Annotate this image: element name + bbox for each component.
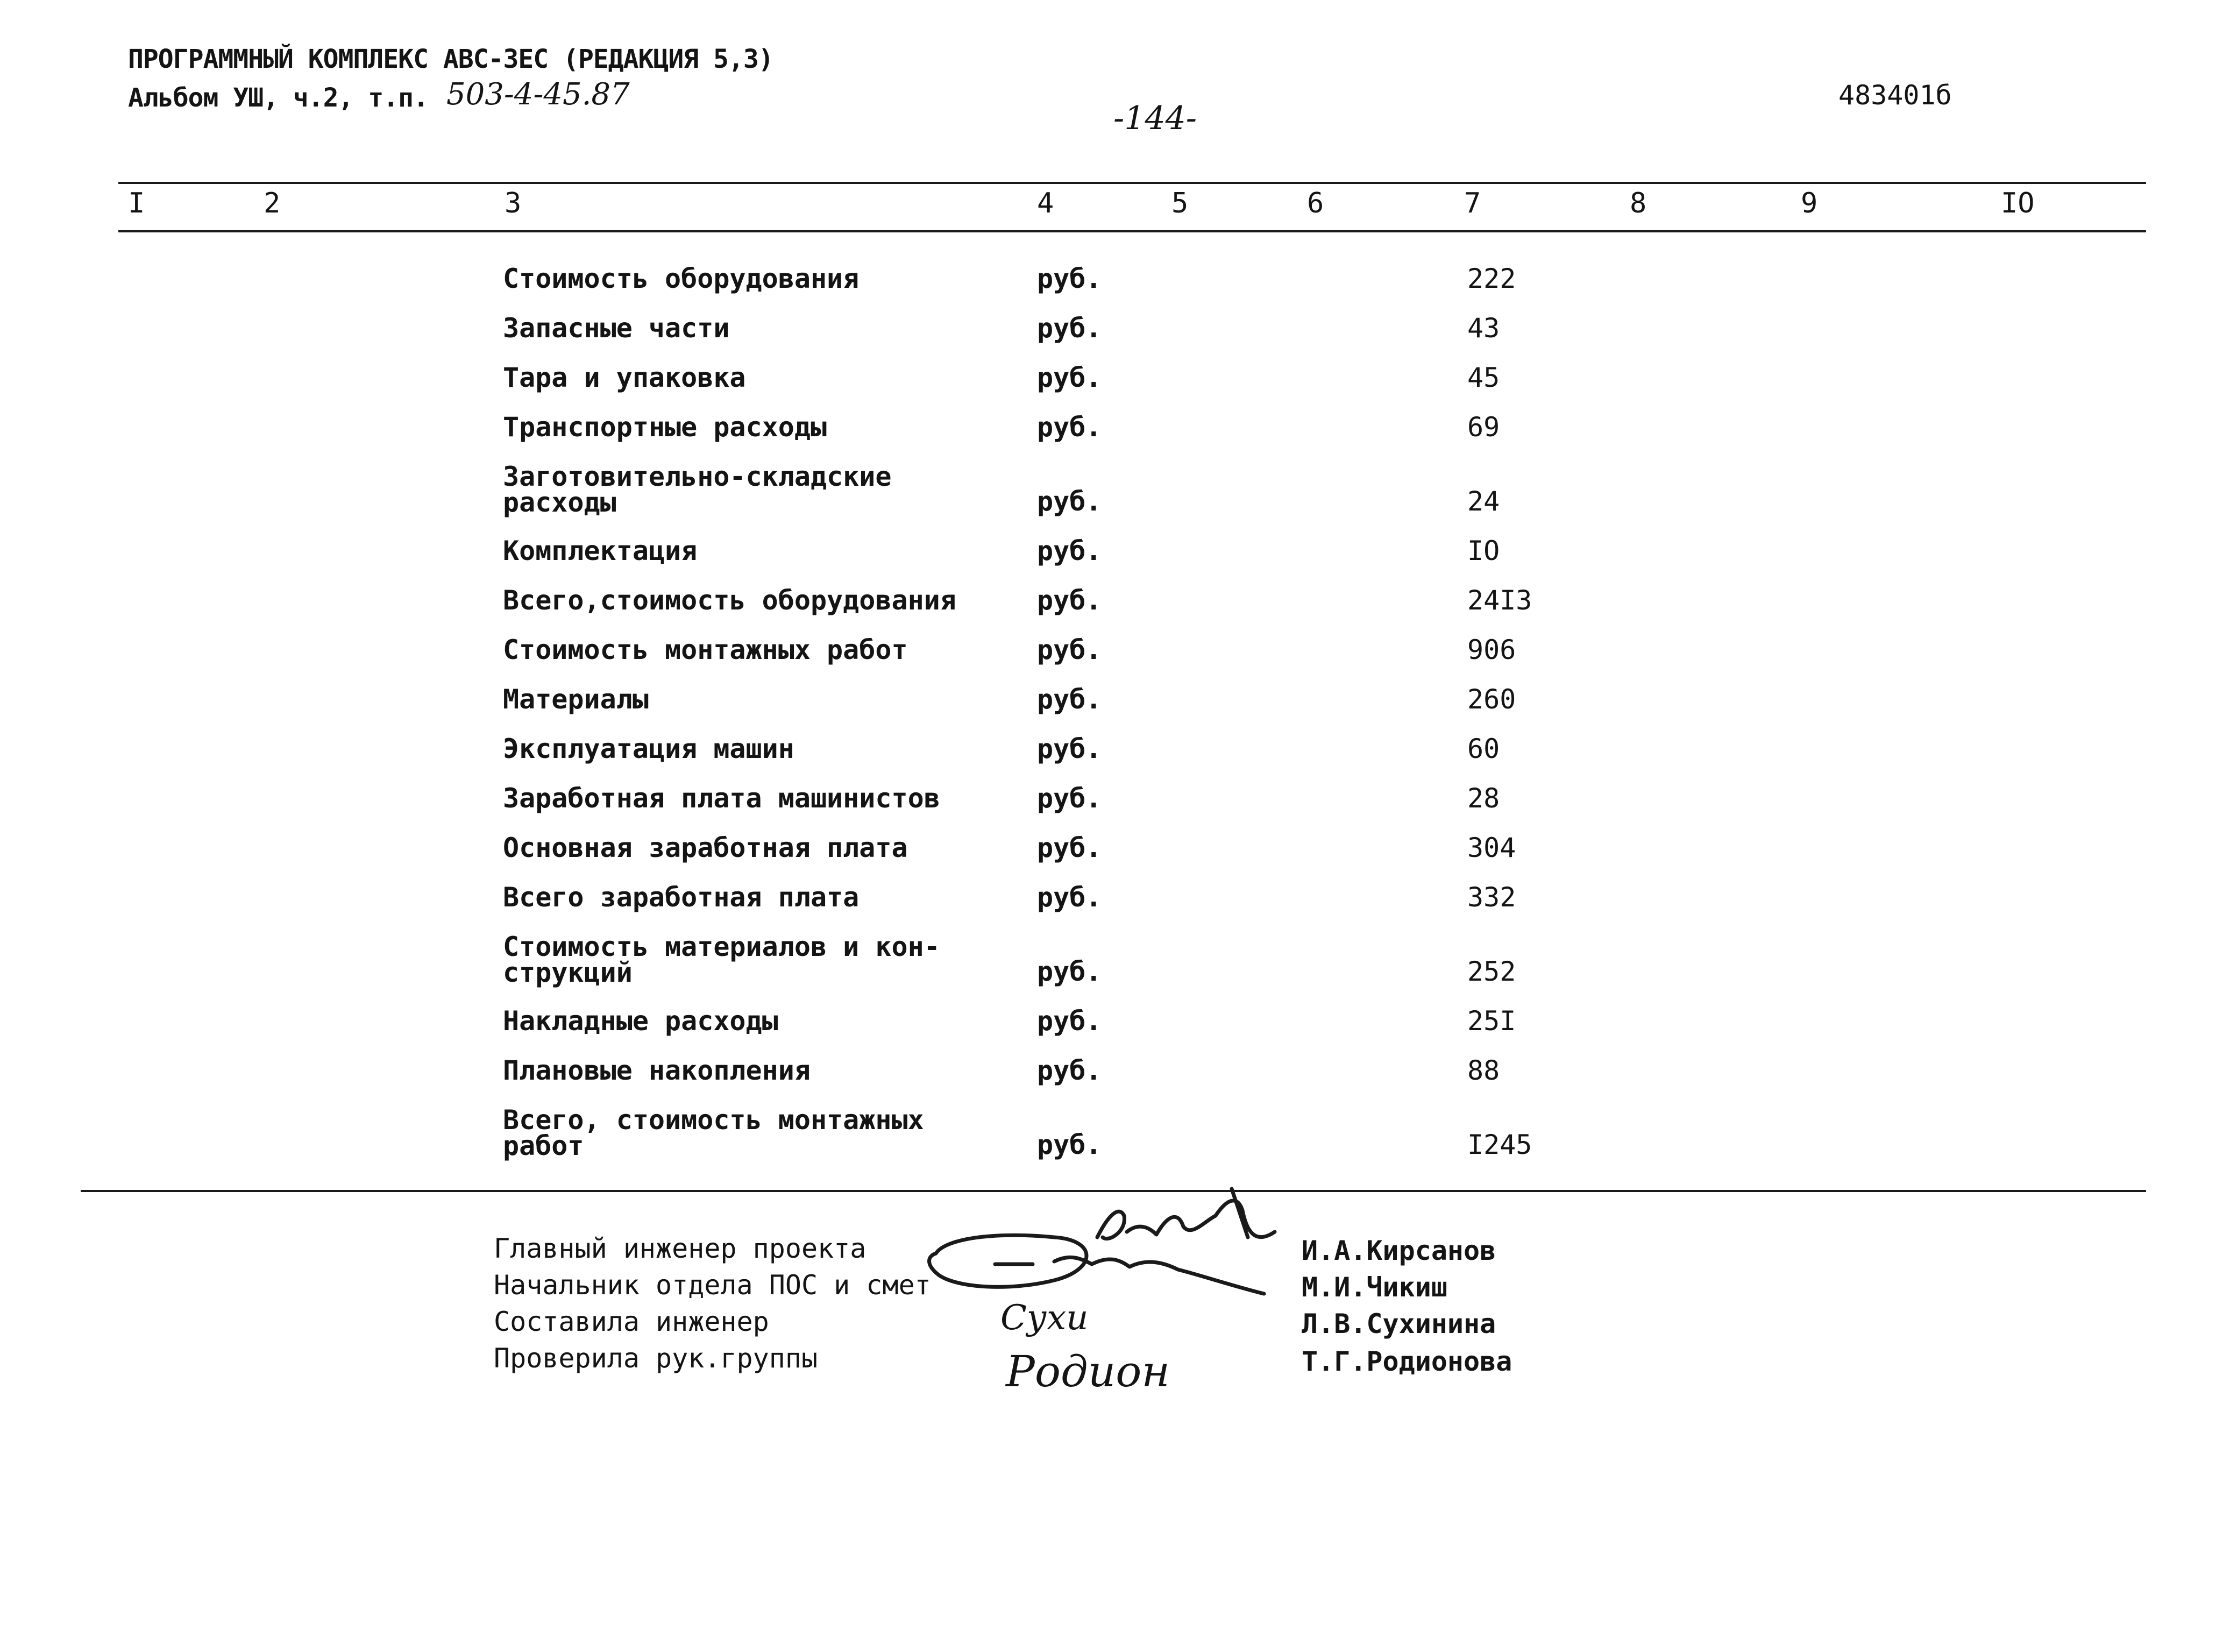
row-name: Стоимость монтажных работ (503, 634, 908, 665)
row-name: Стоимость материалов и кон- струкций (503, 931, 940, 988)
program-title: ПРОГРАММНЫЙ КОМПЛЕКС АВС-ЗЕС (РЕДАКЦИЯ 5,3) (128, 44, 773, 74)
row-name: Заработная плата машинистов (503, 783, 940, 814)
row-name: Транспортные расходы (503, 412, 827, 443)
row-value: 222 (1467, 263, 1516, 294)
row-name: Основная заработная плата (503, 832, 908, 863)
row-name: Комплектация (503, 535, 698, 566)
row-value: 304 (1467, 832, 1516, 863)
row-unit: руб. (1037, 263, 1102, 294)
row-unit: руб. (1037, 882, 1102, 913)
signature-role: Составила инженер (494, 1306, 769, 1337)
row-name: Запасные части (503, 313, 730, 344)
row-unit: руб. (1037, 1129, 1102, 1160)
signature-role: Начальник отдела ПОС и смет (494, 1270, 931, 1301)
row-value: 906 (1467, 634, 1516, 665)
column-number-3: 3 (505, 187, 522, 219)
row-value: 60 (1467, 733, 1500, 764)
row-name: Материалы (503, 684, 649, 715)
row-name: Эксплуатация машин (503, 733, 794, 764)
column-number-1: I (128, 187, 145, 219)
row-name: Всего, стоимость монтажных работ (503, 1104, 924, 1161)
signature-scribble-2 (929, 1235, 1087, 1287)
column-number-4: 4 (1037, 187, 1054, 219)
column-number-2: 2 (264, 187, 281, 219)
row-value: 24I3 (1467, 585, 1532, 616)
row-name: Всего,стоимость оборудования (503, 585, 956, 616)
signature-sukhinina: Сухи (1000, 1298, 1089, 1338)
row-unit: руб. (1037, 535, 1102, 566)
row-value: 28 (1467, 783, 1500, 814)
row-name: Плановые накопления (503, 1055, 811, 1086)
row-value: 88 (1467, 1055, 1500, 1086)
signature-name: И.А.Кирсанов (1302, 1235, 1496, 1266)
row-value: 252 (1467, 956, 1516, 987)
signature-name: Т.Г.Родионова (1302, 1346, 1512, 1377)
row-unit: руб. (1037, 412, 1102, 443)
column-number-10: IO (2001, 187, 2035, 219)
signature-role: Главный инженер проекта (494, 1233, 867, 1264)
row-unit: руб. (1037, 1055, 1102, 1086)
row-unit: руб. (1037, 585, 1102, 616)
row-unit: руб. (1037, 362, 1102, 393)
row-name: Заготовительно-складские расходы (503, 461, 892, 518)
page-number: -144- (1113, 100, 1197, 137)
signature-name: М.И.Чикиш (1302, 1272, 1447, 1303)
row-value: IO (1467, 535, 1500, 566)
signature-name: Л.В.Сухинина (1302, 1308, 1496, 1339)
signature-rodionova: Родион (1006, 1346, 1170, 1396)
row-value: I245 (1467, 1129, 1532, 1160)
row-value: 45 (1467, 362, 1500, 393)
row-name: Накладные расходы (503, 1005, 778, 1037)
row-value: 24 (1467, 486, 1500, 517)
row-unit: руб. (1037, 832, 1102, 863)
album-handwritten-code: 503-4-45.87 (446, 77, 630, 112)
row-unit: руб. (1037, 634, 1102, 665)
column-number-7: 7 (1464, 187, 1481, 219)
album-reference: Альбом УШ, ч.2, т.п. (128, 83, 428, 113)
row-unit: руб. (1037, 684, 1102, 715)
row-unit: руб. (1037, 486, 1102, 517)
column-number-8: 8 (1630, 187, 1647, 219)
row-value: 43 (1467, 313, 1500, 344)
row-unit: руб. (1037, 783, 1102, 814)
signature-role: Проверила рук.группы (494, 1343, 818, 1374)
row-name: Стоимость оборудования (503, 263, 860, 294)
row-unit: руб. (1037, 956, 1102, 987)
document-number: 483401б (1838, 80, 1952, 111)
row-value: 25I (1467, 1005, 1516, 1037)
row-value: 332 (1467, 882, 1516, 913)
row-name: Тара и упаковка (503, 362, 746, 393)
row-value: 69 (1467, 412, 1500, 443)
column-number-6: 6 (1307, 187, 1324, 219)
row-name: Всего заработная плата (503, 882, 860, 913)
column-number-9: 9 (1801, 187, 1818, 219)
row-unit: руб. (1037, 1005, 1102, 1037)
row-value: 260 (1467, 684, 1516, 715)
row-unit: руб. (1037, 313, 1102, 344)
row-unit: руб. (1037, 733, 1102, 764)
column-number-5: 5 (1171, 187, 1189, 219)
